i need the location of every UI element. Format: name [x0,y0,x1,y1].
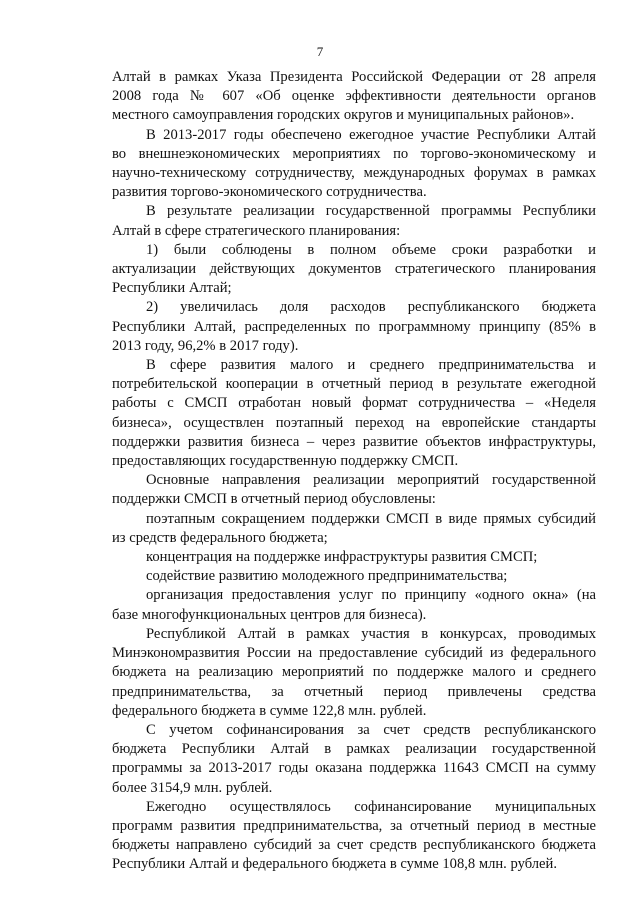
text-line: Минэкономразвития России на предоставление субсидий из федерального [112,645,596,662]
text-line: работы с СМСП отработан новый формат сотрудничества – «Неделя [112,395,596,412]
paragraph [112,798,596,875]
paragraph [112,721,596,798]
list-item-paragraph [112,298,596,356]
list-item-paragraph [112,567,596,586]
text-line: 2013 году, 96,2% в 2017 году). [112,337,299,354]
text-line: содействие развитию молодежного предпринимательства; [146,568,508,585]
text-line: Республикой Алтай в рамках участия в конкурсах, проводимых [146,625,596,642]
list-item-paragraph [112,548,596,567]
text-line: С учетом софинансирования за счет средств республиканского [146,721,596,738]
text-line: бюджеты направлено субсидий за счет средств республиканского бюджета [112,837,596,854]
paragraph [112,625,596,721]
text-line: научно-техническому сотрудничеству, международных форумах в рамках [112,165,596,182]
document-body [112,68,596,875]
text-line: концентрация на поддержке инфраструктуры развития СМСП; [146,549,538,566]
text-line: более 3154,9 млн. рублей. [112,779,273,796]
text-line: предоставляющих государственную поддержку СМСП. [112,453,459,470]
text-line: В результате реализации государственной программы Республики [146,203,596,220]
list-item-paragraph [112,586,596,624]
list-item-paragraph [112,241,596,299]
text-line: бизнеса», осуществлен поэтапный переход на европейские стандарты [112,414,596,431]
text-line: развития торгово-экономического сотрудничества. [112,184,427,201]
text-line: 2008 года № 607 «Об оценке эффективности деятельности органов [112,88,596,105]
paragraph [112,126,596,203]
paragraph [112,202,596,240]
text-line: бюджета Республики Алтай в рамках реализации государственной [112,741,596,758]
text-line: 1) были соблюдены в полном объеме сроки разработки и [146,241,596,258]
text-line: Основные направления реализации мероприятий государственной [146,472,596,489]
text-line: актуализации действующих документов стратегического планирования [112,261,596,278]
list-item-paragraph [112,510,596,548]
text-line: программы за 2013-2017 годы оказана поддержка 11643 СМСП на сумму [112,760,596,777]
text-line: предпринимательства, за отчетный период привлечены средства [112,683,596,700]
text-line: поддержки развития бизнеса – через развитие объектов инфраструктуры, [112,433,596,450]
text-line: Алтай в сфере стратегического планирования: [112,222,401,239]
text-line: Ежегодно осуществлялось софинансирование муниципальных [146,798,596,815]
text-line: В сфере развития малого и среднего предпринимательства и [146,357,596,374]
text-line: Республики Алтай; [112,280,232,297]
text-line: местного самоуправления городских округов и муниципальных районов». [112,107,575,124]
text-line: организация предоставления услуг по принципу «одного окна» (на [146,587,596,604]
text-line: потребительской кооперации в отчетный период в результате ежегодной [112,376,596,393]
paragraph [112,471,596,509]
text-line: бюджета на реализацию мероприятий по поддержке малого и среднего [112,664,596,681]
text-line: из средств федерального бюджета; [112,529,328,546]
text-line: 2) увеличилась доля расходов республиканского бюджета [146,299,596,316]
text-line: Алтай в рамках Указа Президента Российской Федерации от 28 апреля [112,69,596,85]
text-line: В 2013-2017 годы обеспечено ежегодное участие Республики Алтай [146,126,596,143]
text-line: Республики Алтай, распределенных по программному принципу (85% в [112,318,596,335]
text-line: поддержки СМСП в отчетный период обусловлены: [112,491,436,508]
text-line: во внешнеэкономических мероприятиях по торгово-экономическому и [112,145,596,162]
text-line: федерального бюджета в сумме 122,8 млн. рублей. [112,702,427,719]
text-line: поэтапным сокращением поддержки СМСП в виде прямых субсидий [146,510,596,527]
paragraph [112,356,596,471]
page-number: 7 [316,44,324,59]
text-line: программ развития предпринимательства, за отчетный период в местные [112,817,596,834]
text-line: базе многофункциональных центров для бизнеса). [112,606,427,623]
paragraph-continuation [112,68,596,126]
text-line: Республики Алтай и федерального бюджета в сумме 108,8 млн. рублей. [112,856,557,873]
